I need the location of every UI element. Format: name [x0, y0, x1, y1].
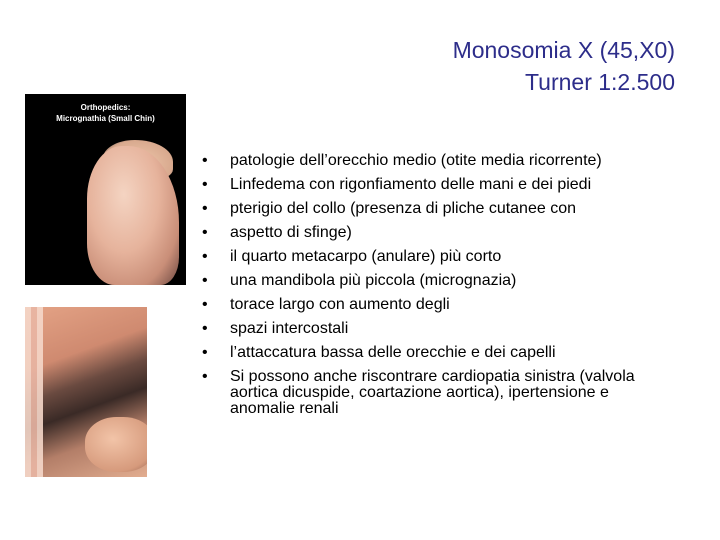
list-item [200, 153, 670, 169]
list-item-text: aspetto di sfinge) [230, 224, 352, 241]
photo-caption-line-2: Micrognathia (Small Chin) [56, 114, 155, 123]
bullet-icon: • [202, 296, 208, 313]
bullet-icon: • [202, 200, 208, 217]
bullet-icon: • [202, 176, 208, 193]
list-item [200, 201, 670, 217]
list-item-text: pterigio del collo (presenza di pliche cutanee con [230, 200, 576, 217]
list-item [200, 321, 670, 337]
hand-shape [85, 417, 147, 472]
slide-title [453, 34, 675, 98]
list-item [200, 273, 670, 289]
list-item [200, 369, 670, 417]
symptom-list [200, 153, 670, 425]
list-item-text: l’attaccatura bassa delle orecchie e dei capelli [230, 344, 556, 361]
list-item [200, 225, 670, 241]
photo-caption-line-1: Orthopedics: [80, 103, 131, 112]
list-item-text: il quarto metacarpo (anulare) più corto [230, 248, 502, 265]
list-item [200, 177, 670, 193]
bullet-icon: • [202, 152, 208, 169]
bullet-icon: • [202, 368, 208, 385]
fabric-shape [25, 307, 43, 477]
bullet-icon: • [202, 248, 208, 265]
list-item-text: torace largo con aumento degli [230, 296, 450, 313]
micrognathia-photo [25, 94, 186, 285]
photo-caption [25, 102, 186, 124]
bullet-icon: • [202, 272, 208, 289]
list-item [200, 249, 670, 265]
bullet-icon: • [202, 320, 208, 337]
bullet-icon: • [202, 224, 208, 241]
list-item-text: una mandibola più piccola (micrognazia) [230, 272, 517, 289]
list-item [200, 345, 670, 361]
list-item-text: Linfedema con rigonfiamento delle mani e dei piedi [230, 176, 592, 193]
list-item-text: spazi intercostali [230, 320, 349, 337]
list-item-text: Si possono anche riscontrare cardiopatia sinistra (valvola aortica dicuspide, coartazione aortica), ipertensione e anomalie renali [230, 368, 635, 417]
list-item-text: patologie dell’orecchio medio (otite media ricorrente) [230, 152, 602, 169]
slide-title-line-1: Monosomia X (45,X0) [452, 37, 675, 63]
list-item [200, 297, 670, 313]
bullet-icon: • [202, 344, 208, 361]
clinical-photo [25, 307, 147, 477]
slide-title-line-2: Turner 1:2.500 [524, 69, 675, 95]
